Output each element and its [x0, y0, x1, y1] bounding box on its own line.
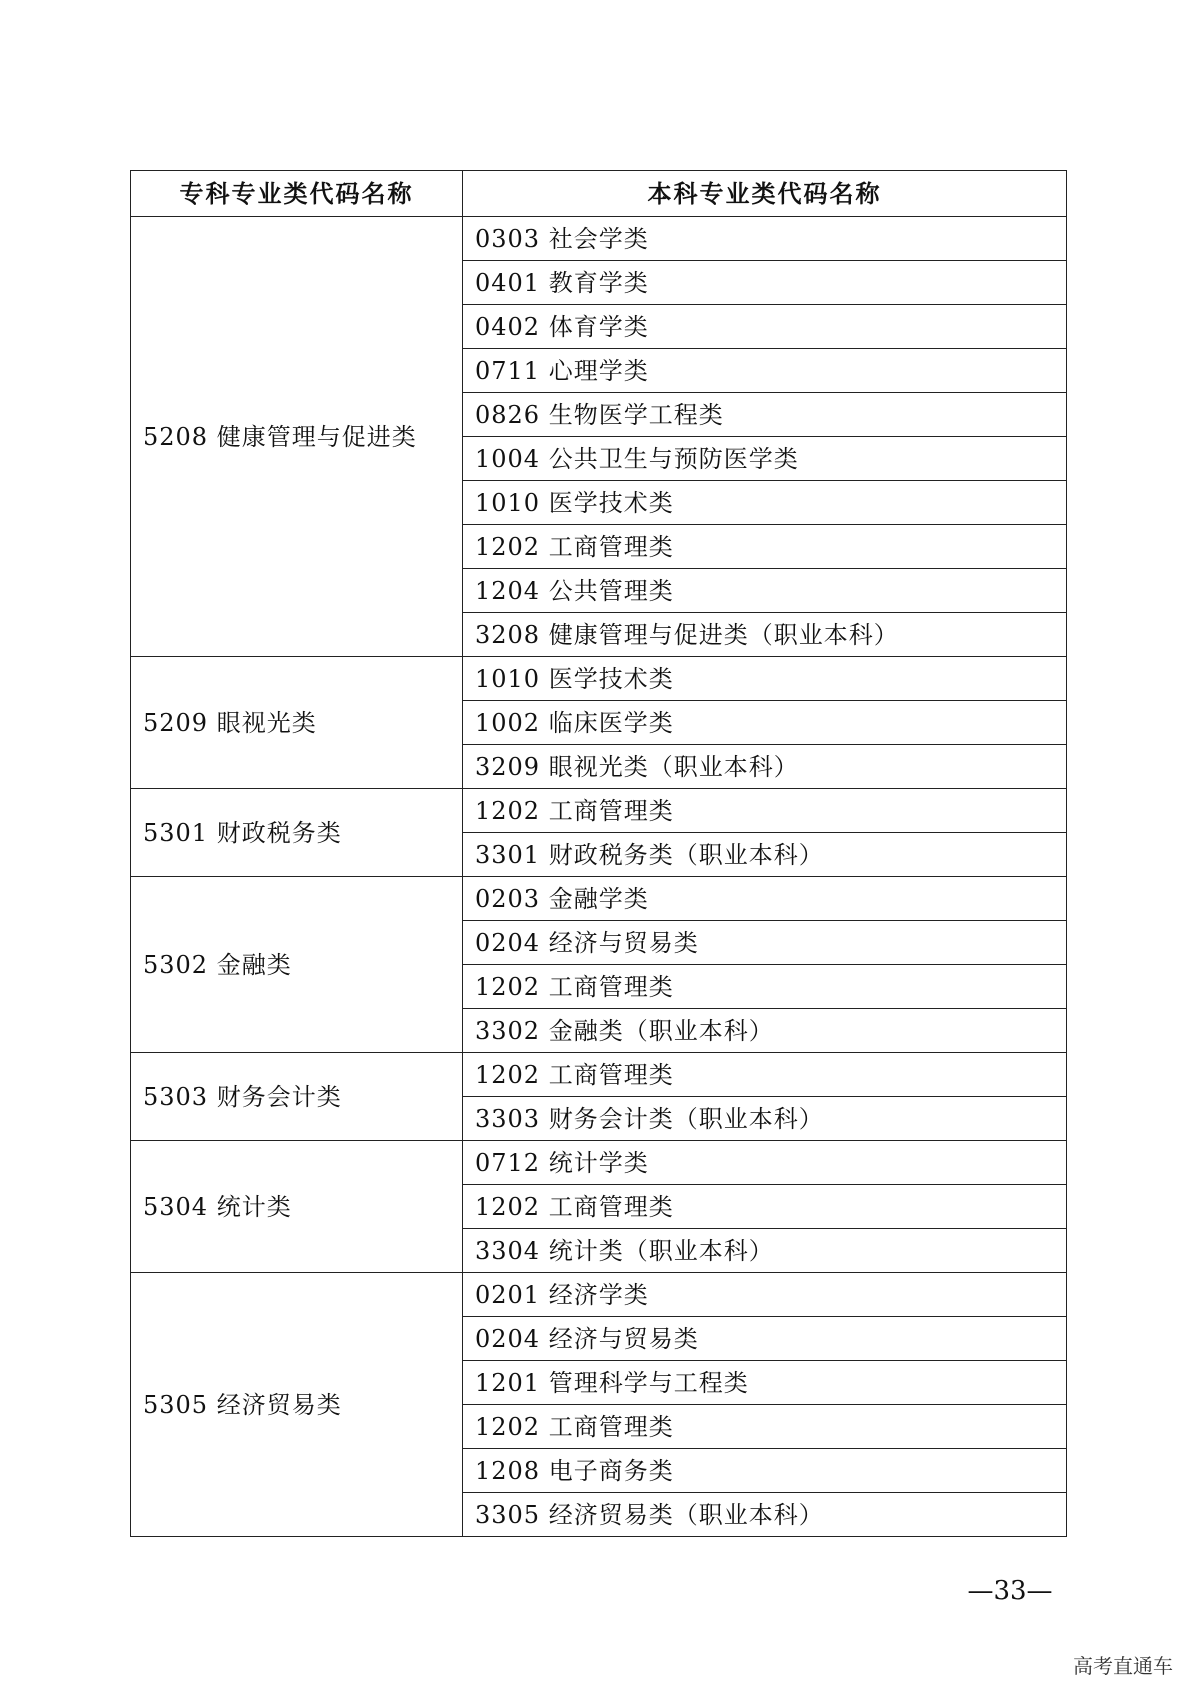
- table-row: [131, 1273, 1067, 1317]
- table-row: [131, 1141, 1067, 1185]
- benke-cell: 1204 公共管理类: [463, 569, 1067, 613]
- benke-cell: 0826 生物医学工程类: [463, 393, 1067, 437]
- table-row: [131, 877, 1067, 921]
- benke-cell: 1208 电子商务类: [463, 1449, 1067, 1493]
- header-benke: 本科专业类代码名称: [463, 171, 1067, 217]
- benke-cell: 0204 经济与贸易类: [463, 921, 1067, 965]
- benke-cell: 1002 临床医学类: [463, 701, 1067, 745]
- benke-cell: 0402 体育学类: [463, 305, 1067, 349]
- benke-cell: 0303 社会学类: [463, 217, 1067, 261]
- zhuanke-cell: 5208 健康管理与促进类: [131, 217, 463, 657]
- benke-cell: 1202 工商管理类: [463, 965, 1067, 1009]
- benke-cell: 0204 经济与贸易类: [463, 1317, 1067, 1361]
- header-row: [131, 171, 1067, 217]
- benke-cell: 1010 医学技术类: [463, 481, 1067, 525]
- zhuanke-cell: 5302 金融类: [131, 877, 463, 1053]
- benke-cell: 1202 工商管理类: [463, 1185, 1067, 1229]
- page-number: —33—: [967, 1576, 1053, 1606]
- major-mapping-table: [130, 170, 1067, 1537]
- benke-cell: 1202 工商管理类: [463, 1053, 1067, 1097]
- benke-cell: 3301 财政税务类（职业本科）: [463, 833, 1067, 877]
- zhuanke-cell: 5209 眼视光类: [131, 657, 463, 789]
- benke-cell: 1201 管理科学与工程类: [463, 1361, 1067, 1405]
- table-row: [131, 789, 1067, 833]
- benke-cell: 3304 统计类（职业本科）: [463, 1229, 1067, 1273]
- benke-cell: 3209 眼视光类（职业本科）: [463, 745, 1067, 789]
- benke-cell: 1202 工商管理类: [463, 1405, 1067, 1449]
- watermark: 高考直通车: [1073, 1654, 1173, 1678]
- benke-cell: 1010 医学技术类: [463, 657, 1067, 701]
- benke-cell: 0203 金融学类: [463, 877, 1067, 921]
- table-row: [131, 1053, 1067, 1097]
- benke-cell: 0401 教育学类: [463, 261, 1067, 305]
- benke-cell: 1202 工商管理类: [463, 525, 1067, 569]
- benke-cell: 3208 健康管理与促进类（职业本科）: [463, 613, 1067, 657]
- table-row: [131, 217, 1067, 261]
- benke-cell: 3305 经济贸易类（职业本科）: [463, 1493, 1067, 1537]
- benke-cell: 3302 金融类（职业本科）: [463, 1009, 1067, 1053]
- table-row: [131, 657, 1067, 701]
- zhuanke-cell: 5304 统计类: [131, 1141, 463, 1273]
- zhuanke-cell: 5303 财务会计类: [131, 1053, 463, 1141]
- benke-cell: 3303 财务会计类（职业本科）: [463, 1097, 1067, 1141]
- table-body: [131, 217, 1067, 1537]
- benke-cell: 0711 心理学类: [463, 349, 1067, 393]
- header-zhuanke: 专科专业类代码名称: [131, 171, 463, 217]
- benke-cell: 0201 经济学类: [463, 1273, 1067, 1317]
- benke-cell: 1004 公共卫生与预防医学类: [463, 437, 1067, 481]
- zhuanke-cell: 5305 经济贸易类: [131, 1273, 463, 1537]
- zhuanke-cell: 5301 财政税务类: [131, 789, 463, 877]
- benke-cell: 0712 统计学类: [463, 1141, 1067, 1185]
- benke-cell: 1202 工商管理类: [463, 789, 1067, 833]
